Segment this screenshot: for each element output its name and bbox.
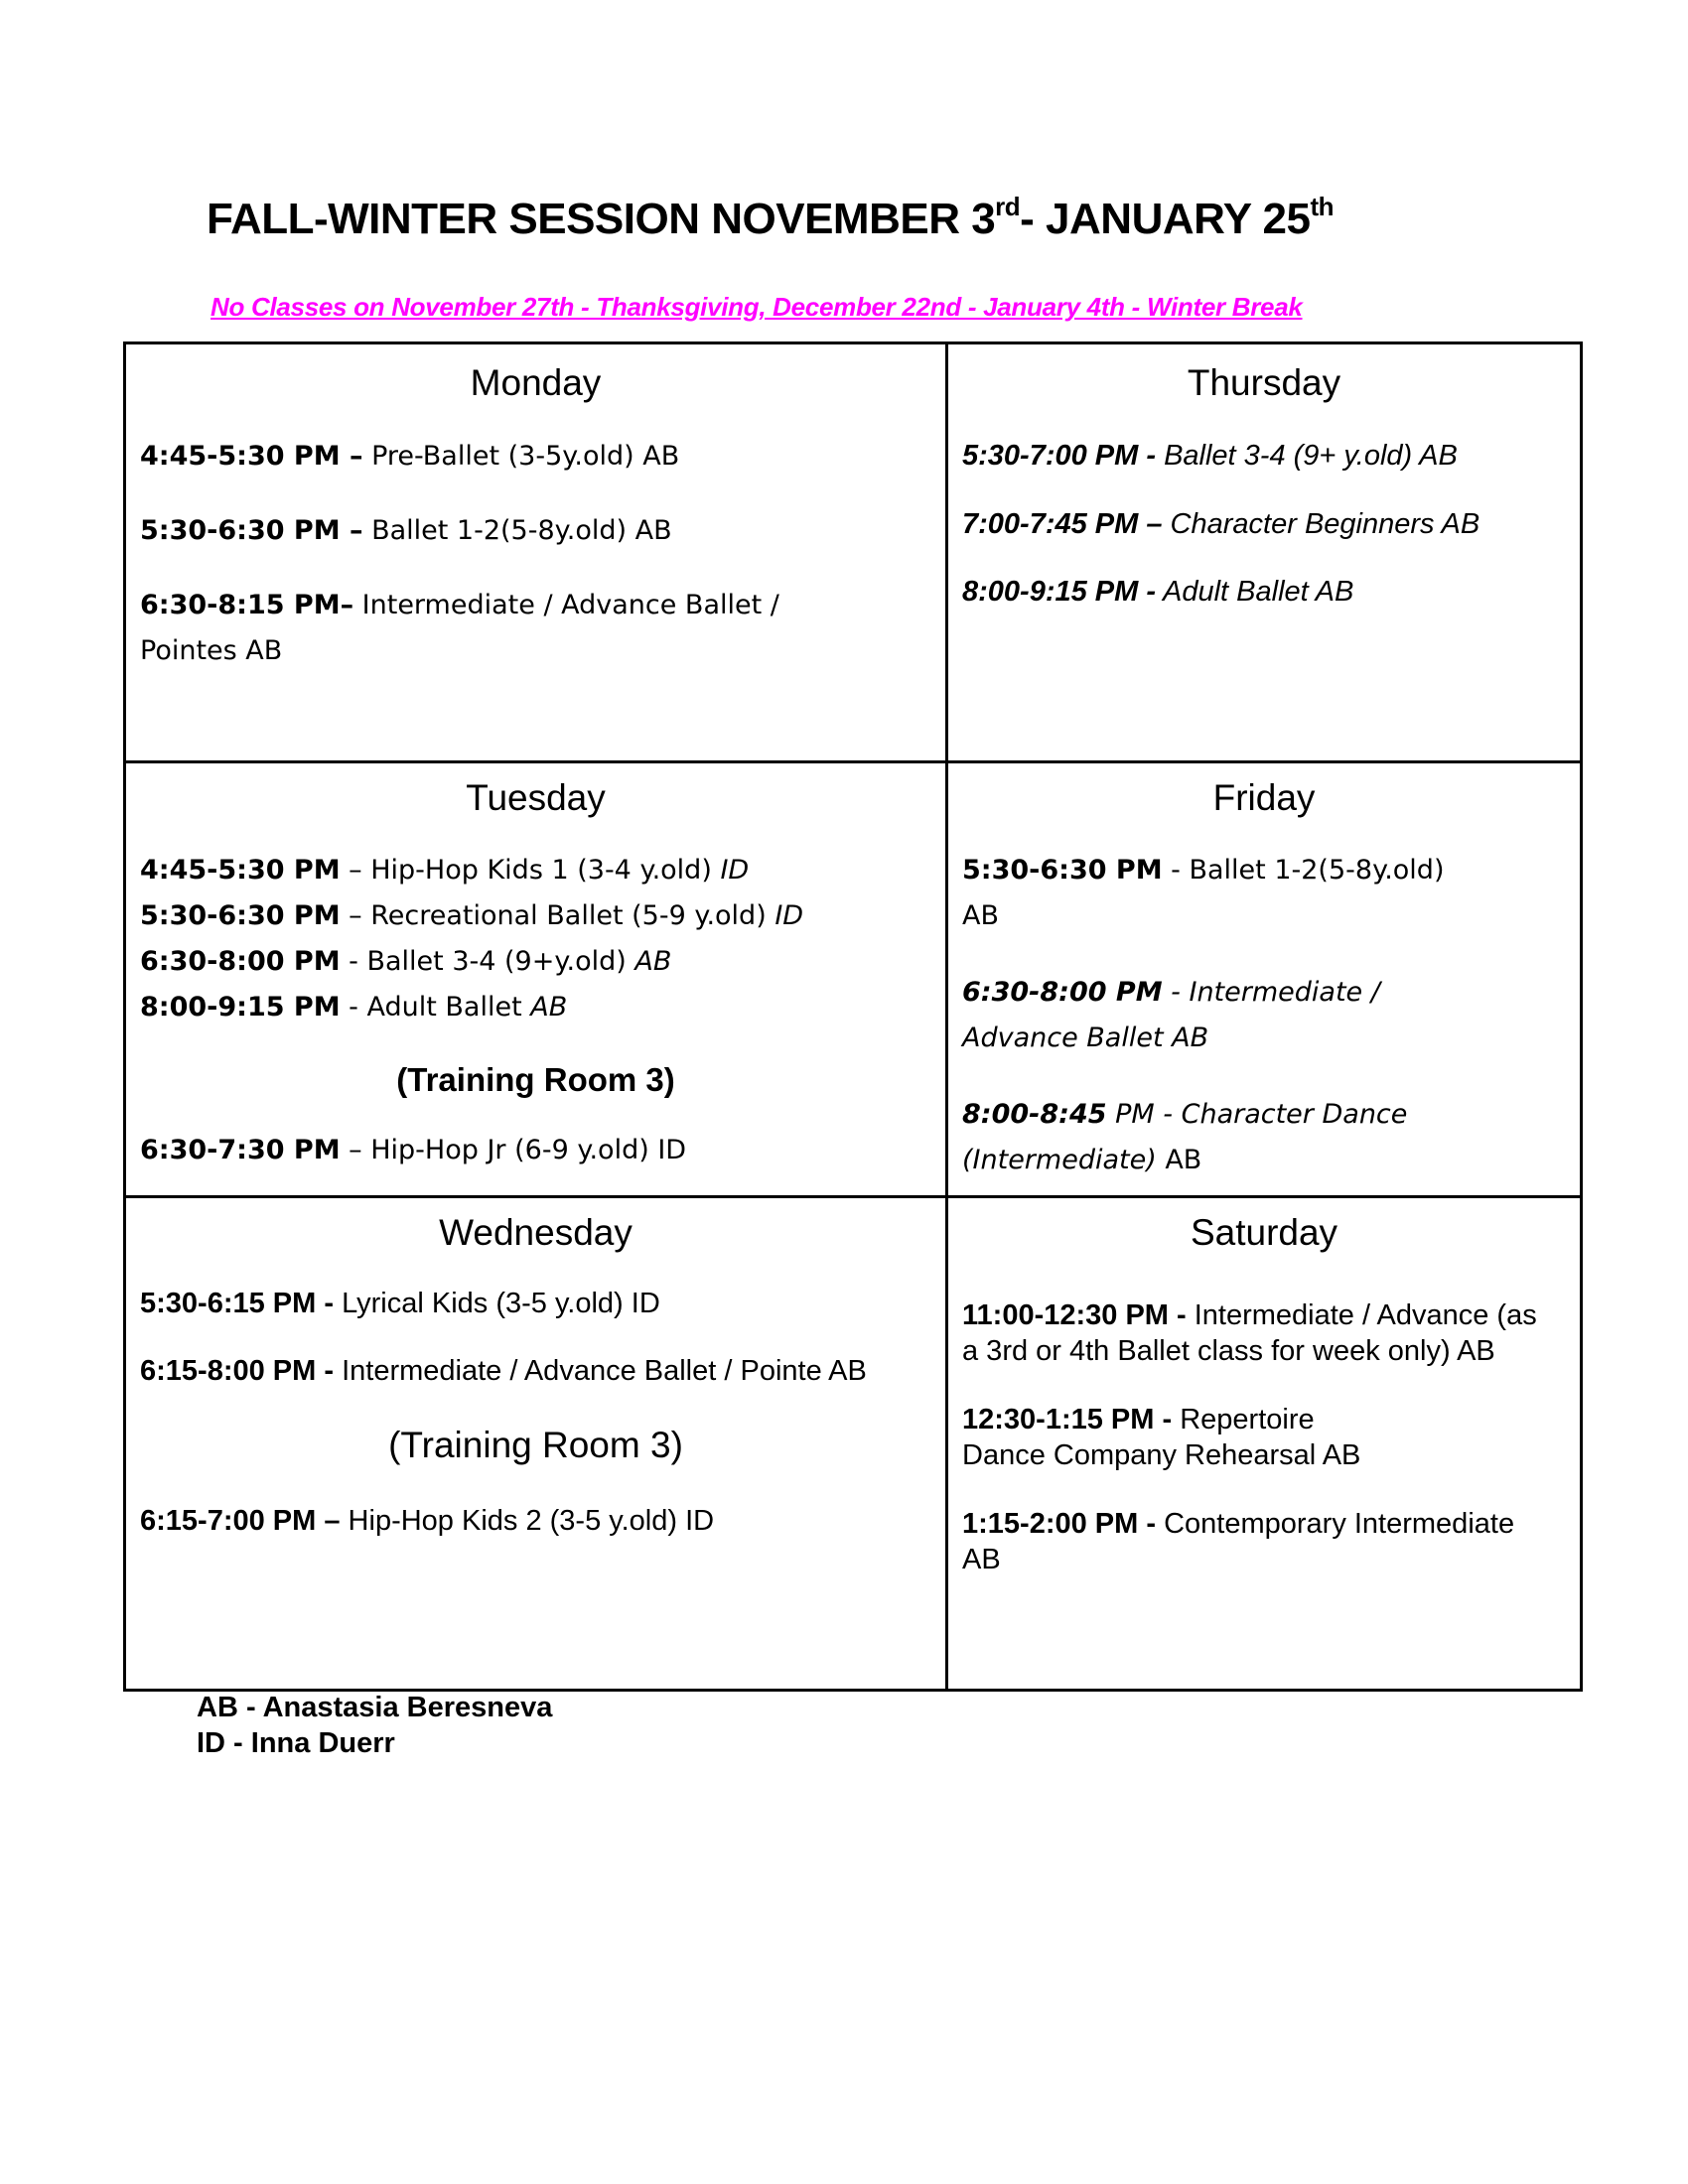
class-entry: 6:30-8:15 PM– Intermediate / Advance Ballet / Pointes AB [140, 590, 779, 666]
class-entry: 4:45-5:30 PM – Hip-Hop Kids 1 (3-4 y.old) ID [140, 855, 750, 886]
class-entry: 7:00-7:45 PM – Character Beginners AB [962, 508, 1480, 540]
day-heading-friday: Friday [1212, 777, 1316, 818]
legend-id: ID - Inna Duerr [197, 1727, 395, 1759]
day-heading-thursday: Thursday [1187, 362, 1341, 403]
class-entry: 5:30-6:30 PM – Recreational Ballet (5-9 y.old) ID [140, 900, 804, 931]
class-entry: 8:00-9:15 PM - Adult Ballet AB [962, 576, 1354, 608]
day-heading-monday: Monday [470, 362, 602, 403]
training-room-heading: (Training Room 3) [396, 1061, 675, 1098]
page-title: FALL-WINTER SESSION NOVEMBER 3rd- JANUARY 25th [207, 192, 1335, 243]
holiday-notice: No Classes on November 27th - Thanksgiving, December 22nd - January 4th - Winter Break [211, 292, 1303, 322]
saturday-cell [948, 1198, 1580, 1689]
training-room-heading: (Training Room 3) [388, 1425, 683, 1465]
wednesday-cell [126, 1198, 945, 1689]
class-entry: 6:15-7:00 PM – Hip-Hop Kids 2 (3-5 y.old) ID [140, 1505, 715, 1537]
monday-cell [126, 344, 945, 760]
class-entry: 5:30-6:30 PM – Ballet 1-2(5-8y.old) AB [140, 515, 672, 546]
legend-ab: AB - Anastasia Beresneva [197, 1692, 553, 1723]
thursday-cell [948, 344, 1580, 760]
class-entry: 6:30-7:30 PM – Hip-Hop Jr (6-9 y.old) ID [140, 1135, 687, 1165]
class-entry: 6:30-8:00 PM - Intermediate / Advance Ballet AB [962, 977, 1380, 1053]
day-heading-tuesday: Tuesday [466, 777, 606, 818]
class-entry: 5:30-7:00 PM - Ballet 3-4 (9+ y.old) AB [962, 440, 1458, 472]
day-heading-wednesday: Wednesday [439, 1212, 633, 1253]
class-entry: 8:00-9:15 PM - Adult Ballet AB [140, 992, 568, 1023]
class-entry: 4:45-5:30 PM – Pre-Ballet (3-5y.old) AB [140, 441, 680, 472]
class-entry: 11:00-12:30 PM - Intermediate / Advance (as a 3rd or 4th Ballet class for week only) AB [962, 1299, 1537, 1367]
class-entry: 8:00-8:45 PM - Character Dance (Intermediate) AB [962, 1099, 1408, 1175]
tuesday-cell [126, 763, 945, 1195]
class-entry: 5:30-6:15 PM - Lyrical Kids (3-5 y.old) ID [140, 1288, 660, 1319]
day-heading-saturday: Saturday [1190, 1212, 1338, 1253]
class-entry: 6:15-8:00 PM - Intermediate / Advance Ballet / Pointe AB [140, 1355, 867, 1387]
class-entry: 5:30-6:30 PM - Ballet 1-2(5-8y.old) AB [962, 855, 1445, 931]
class-entry: 1:15-2:00 PM - Contemporary Intermediate AB [962, 1508, 1515, 1575]
class-entry: 12:30-1:15 PM - Repertoire Dance Company Rehearsal AB [962, 1404, 1361, 1471]
class-entry: 6:30-8:00 PM - Ballet 3-4 (9+y.old) AB [140, 946, 672, 977]
friday-cell [948, 763, 1580, 1195]
schedule-grid [123, 341, 1583, 1692]
